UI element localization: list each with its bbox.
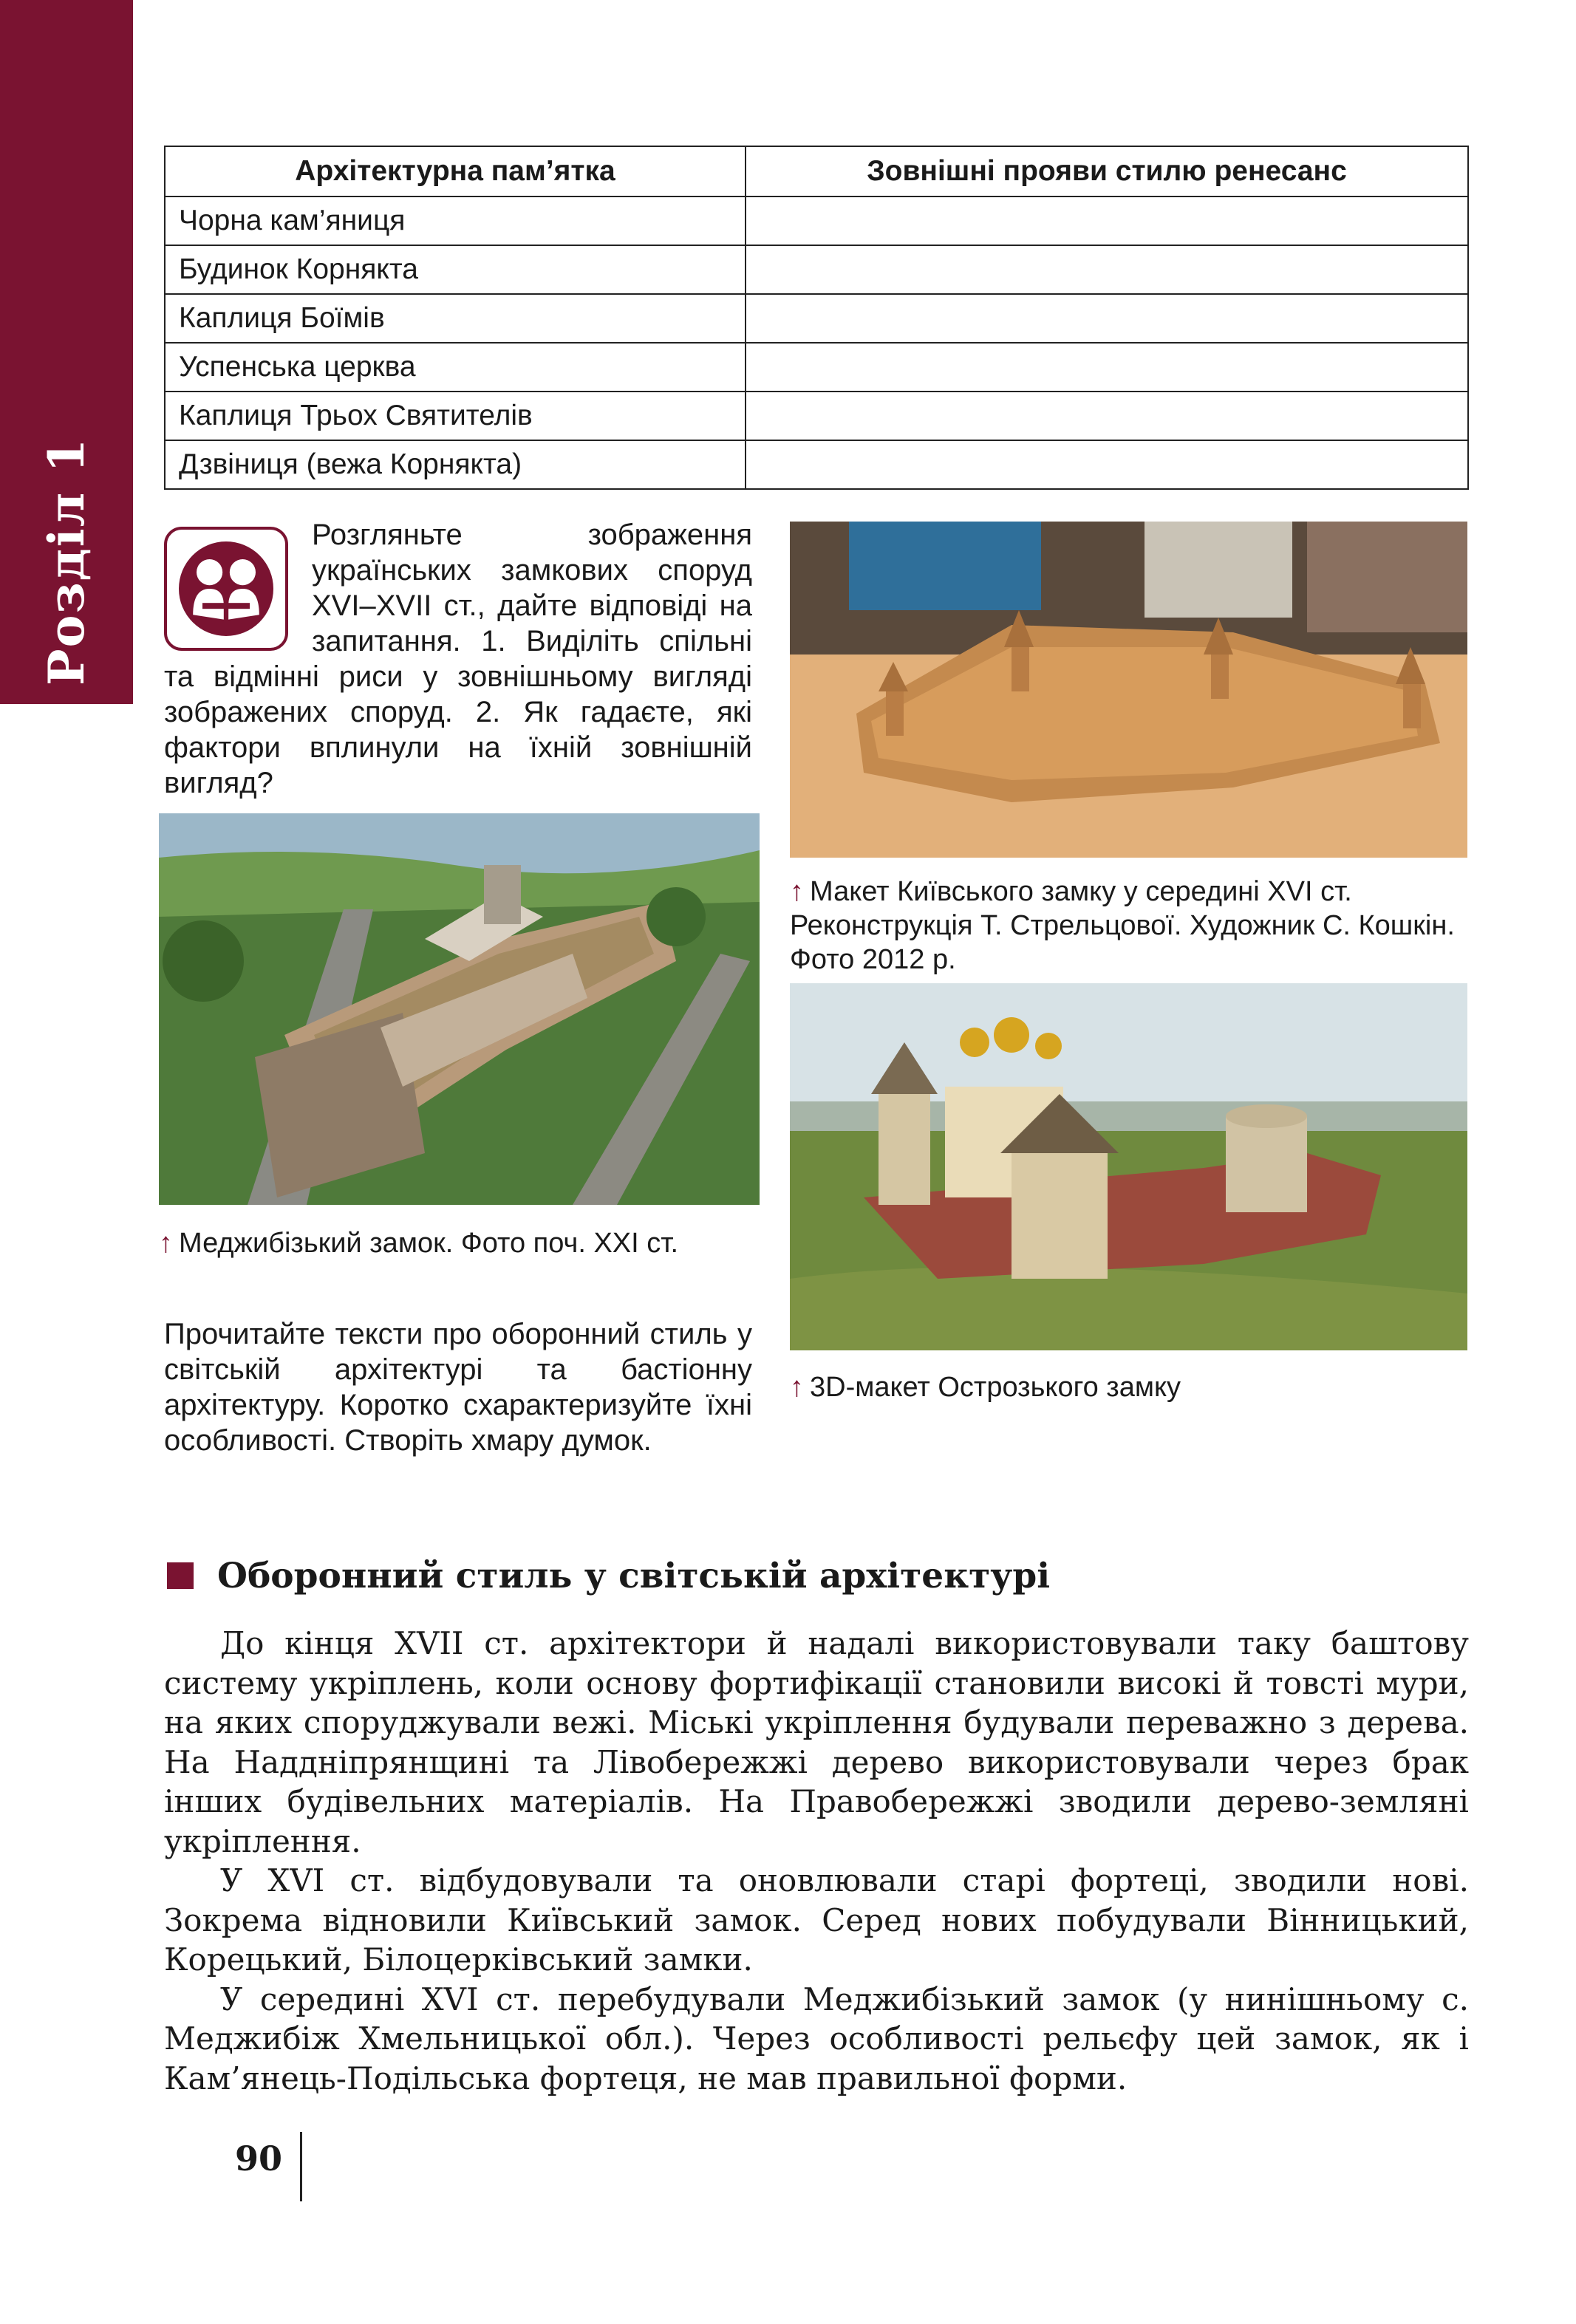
table-cell-monument: Чорна кам’яниця	[165, 196, 746, 245]
kyiv-caption	[790, 875, 1470, 977]
table-cell-monument: Дзвіниця (вежа Корнякта)	[165, 440, 746, 489]
section-heading	[167, 1556, 1467, 1596]
table-cell-answer	[746, 392, 1468, 440]
task-castles-text: Розгляньте зображення українських замкових споруд XVI–XVII ст., дайте відповіді на запитання. 1. Виділіть спільні та відмінні риси у зовнішньому вигляді зображених споруд. 2. Як гадаєте, які фактори вплинули на їхній зовнішній вигляд?	[164, 519, 752, 799]
architecture-table	[164, 146, 1469, 490]
table-cell-monument: Каплиця Трьох Святителів	[165, 392, 746, 440]
ostroh-caption-text: 3D-макет Острозького замку	[810, 1372, 1181, 1403]
table-row	[165, 294, 1468, 343]
table-cell-answer	[746, 294, 1468, 343]
table-header-style: Зовнішні прояви стилю ренесанс	[746, 146, 1468, 196]
section-tab	[0, 0, 133, 704]
table-cell-answer	[746, 440, 1468, 489]
arrow-up-icon: ↑	[790, 876, 804, 907]
section-tab-label: Розділ 1	[38, 437, 95, 686]
table-header-monument: Архітектурна пам’ятка	[165, 146, 746, 196]
medzhybizh-caption-text: Меджибізький замок. Фото поч. XXI ст.	[179, 1228, 679, 1259]
section-body	[164, 1624, 1469, 2098]
task-castles	[164, 517, 752, 801]
arrow-up-icon: ↑	[790, 1372, 804, 1403]
task-word-cloud-text: Прочитайте тексти про оборонний стиль у світській архітектурі та бастіонну архітектуру. Коротко схарактеризуйте їхні особливості. Створіть хмару думок.	[164, 1318, 752, 1457]
ostroh-caption	[790, 1370, 1470, 1404]
table-row	[165, 440, 1468, 489]
table-cell-answer	[746, 343, 1468, 392]
kyiv-castle-model-photo	[790, 522, 1467, 858]
bullet-square-icon	[167, 1562, 194, 1589]
table-row	[165, 196, 1468, 245]
table-cell-monument: Каплиця Боїмів	[165, 294, 746, 343]
ostroh-castle-3d-model	[790, 983, 1467, 1350]
arrow-up-icon: ↑	[159, 1228, 173, 1259]
section-heading-text: Оборонний стиль у світській архітектурі	[217, 1556, 1051, 1596]
table-cell-monument: Будинок Корнякта	[165, 245, 746, 294]
table-row	[165, 343, 1468, 392]
table-row	[165, 392, 1468, 440]
kyiv-caption-text: Макет Київського замку у середині XVI ст. Реконструкція Т. Стрельцової. Художник С. Кошкін. Фото 2012 р.	[790, 876, 1455, 975]
task-word-cloud	[164, 1316, 752, 1458]
medzhybizh-caption	[159, 1226, 765, 1260]
page-number: 90	[235, 2139, 283, 2178]
table-cell-answer	[746, 196, 1468, 245]
body-paragraph: У середині XVI ст. перебудували Меджибізький замок (у нинішньому с. Меджибіж Хмельницької обл.). Через особливості рельєфу цей замок, як і Кам’янець-Подільська фортеця, не мав правильної форми.	[164, 1980, 1469, 2096]
table-cell-monument: Успенська церква	[165, 343, 746, 392]
table-header-row	[165, 146, 1468, 196]
medzhybizh-castle-photo	[159, 813, 760, 1205]
table-row	[165, 245, 1468, 294]
body-paragraph: У XVI ст. відбудовували та оновлювали старі фортеці, зводили нові. Зокрема відновили Київський замок. Серед нових побудували Вінницький, Корецький, Білоцерківський замки.	[164, 1862, 1469, 1978]
page-number-divider	[300, 2132, 302, 2201]
table-cell-answer	[746, 245, 1468, 294]
body-paragraph: До кінця XVII ст. архітектори й надалі використовували таку баштову систему укріплень, коли основу фортифікації становили високі й товсті мури, на яких споруджували вежі. Міські укріплення будували переважно з дерева. На Наддніпрянщині та Лівобережжі дерево використовували через брак інших будівельних матеріалів. На Правобережжі зводили дерево-земляні укріплення.	[164, 1625, 1469, 1859]
